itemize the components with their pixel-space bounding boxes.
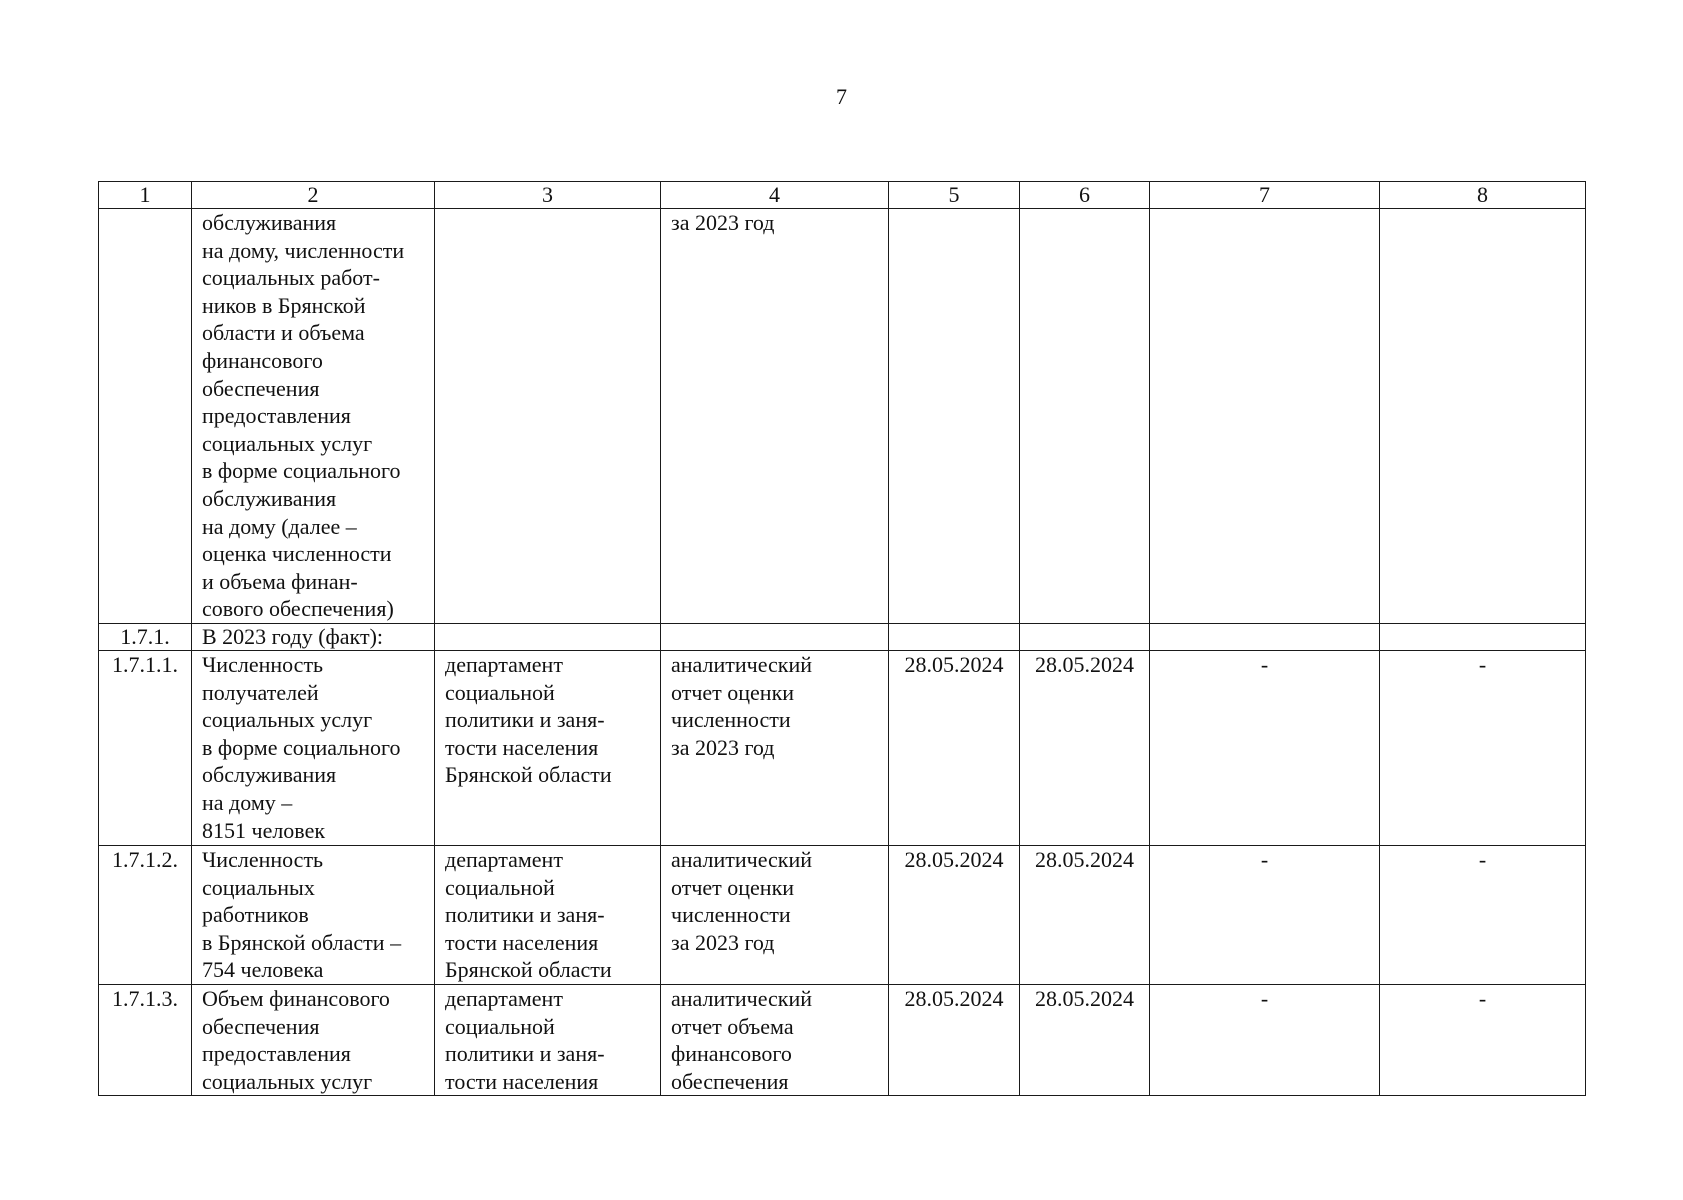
row-date-plan: 28.05.2024	[889, 846, 1020, 985]
row-col8	[1380, 624, 1586, 651]
row-col8	[1380, 209, 1586, 624]
page-number: 7	[836, 84, 847, 109]
row-date-plan	[889, 209, 1020, 624]
row-col7	[1150, 624, 1380, 651]
row-col7: -	[1150, 985, 1380, 1096]
row-date-fact	[1020, 209, 1150, 624]
row-col7: -	[1150, 651, 1380, 846]
row-responsible	[435, 209, 661, 624]
row-document: аналитический отчет объема финансового обеспечения	[661, 985, 889, 1096]
row-document	[661, 624, 889, 651]
table-row	[99, 209, 1586, 624]
row-date-plan	[889, 624, 1020, 651]
row-date-plan: 28.05.2024	[889, 651, 1020, 846]
row-date-plan: 28.05.2024	[889, 985, 1020, 1096]
row-document: аналитический отчет оценки численности за 2023 год	[661, 846, 889, 985]
column-header-7: 7	[1150, 182, 1380, 209]
column-header-8: 8	[1380, 182, 1586, 209]
header-row	[99, 182, 1586, 209]
row-description: Численность социальных работников в Брянской области – 754 человека	[192, 846, 435, 985]
row-responsible	[435, 624, 661, 651]
row-col8: -	[1380, 651, 1586, 846]
row-document: за 2023 год	[661, 209, 889, 624]
row-col8: -	[1380, 985, 1586, 1096]
row-date-fact: 28.05.2024	[1020, 846, 1150, 985]
column-header-1: 1	[99, 182, 192, 209]
row-document: аналитический отчет оценки численности за 2023 год	[661, 651, 889, 846]
column-header-3: 3	[435, 182, 661, 209]
row-col7: -	[1150, 846, 1380, 985]
table-row	[99, 651, 1586, 846]
row-col7	[1150, 209, 1380, 624]
row-col8: -	[1380, 846, 1586, 985]
column-header-2: 2	[192, 182, 435, 209]
row-description: Численность получателей социальных услуг в форме социального обслуживания на дому – 8151 человек	[192, 651, 435, 846]
row-number	[99, 209, 192, 624]
row-description: обслуживания на дому, численности социальных работ- ников в Брянской области и объема финансового обеспечения предоставления социальных услуг в форме социального обслуживания на дому (далее – оценка численности и объема финан- сового обеспечения)	[192, 209, 435, 624]
row-number: 1.7.1.2.	[99, 846, 192, 985]
row-date-fact	[1020, 624, 1150, 651]
row-number: 1.7.1.1.	[99, 651, 192, 846]
plan-table	[98, 181, 1586, 1096]
row-responsible: департамент социальной политики и заня- тости населения Брянской области	[435, 846, 661, 985]
row-date-fact: 28.05.2024	[1020, 651, 1150, 846]
table-row	[99, 846, 1586, 985]
column-header-6: 6	[1020, 182, 1150, 209]
row-description: В 2023 году (факт):	[192, 624, 435, 651]
row-responsible: департамент социальной политики и заня- тости населения	[435, 985, 661, 1096]
row-number: 1.7.1.	[99, 624, 192, 651]
row-number: 1.7.1.3.	[99, 985, 192, 1096]
column-header-4: 4	[661, 182, 889, 209]
row-date-fact: 28.05.2024	[1020, 985, 1150, 1096]
table-row	[99, 985, 1586, 1096]
row-responsible: департамент социальной политики и заня- тости населения Брянской области	[435, 651, 661, 846]
column-header-5: 5	[889, 182, 1020, 209]
table-row	[99, 624, 1586, 651]
row-description: Объем финансового обеспечения предоставления социальных услуг	[192, 985, 435, 1096]
